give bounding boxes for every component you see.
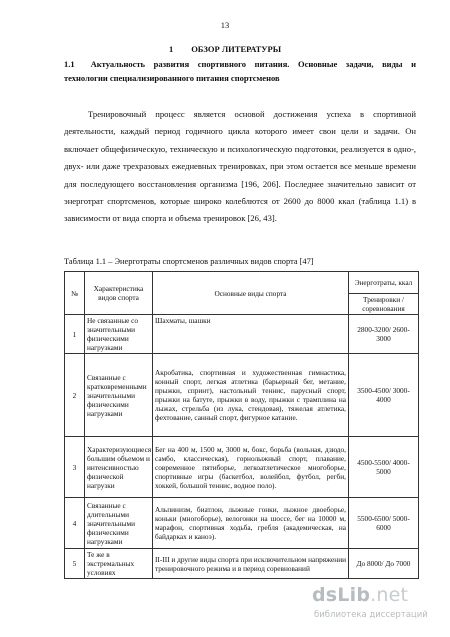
section-number: 1.1 [64, 59, 75, 69]
row-characteristics: Связанные с длительными значительными физическими нагрузками [85, 498, 153, 549]
table-row [65, 549, 419, 579]
chapter-title: ОБЗОР ЛИТЕРАТУРЫ [191, 44, 282, 54]
watermark-domain: .net [370, 584, 409, 606]
header-energy: Энерготраты, ккал [349, 272, 419, 294]
table-header-row [65, 272, 419, 294]
paragraph-text: Тренировочный процесс является основой достижения успеха в спортивной деятельности, каждый период годичного цикла которого имеет свои цели и задачи. Он включает общефизическую, техническую и психологическую подготовки, реализуется в одно-, двух- или даже трехразовых ежедневных тренировках, при этом остается все меньше времени для последующего восстановления организма [196, 206]. Последнее значительно зависит от энерготрат спортсменов, которые широко колеблются от 2600 до 8000 ккал (таблица 1.1) в зависимости от вида спорта и объема тренировок [26, 43]. [64, 109, 416, 224]
header-sports: Основные виды спорта [153, 272, 349, 315]
row-energy: 2800-3200/ 2600-3000 [349, 315, 419, 354]
watermark-brand: dsLib [312, 584, 371, 606]
table-row [65, 315, 419, 354]
table-row [65, 498, 419, 549]
header-characteristics: Характеристика видов спорта [85, 272, 153, 315]
watermark-tagline: библиотека диссертаций [314, 610, 428, 620]
page-number: 13 [220, 20, 230, 30]
row-sports: Бег на 400 м, 1500 м, 3000 м, бокс, борьба (вольная, дзюдо, самбо, классическая), горнолыжный спорт, плавание, современное пятиборье, легкоатлетическое многоборье, спортивные игры (баскетбол, волейбол, футбол, регби, хоккей, большой теннис, водное поло). [153, 437, 349, 498]
chapter-number: 1 [168, 44, 174, 54]
header-energy-sub: Тренировки / соревнования [349, 294, 419, 315]
table-caption: Таблица 1.1 – Энерготраты спортсменов различных видов спорта [47] [64, 257, 314, 266]
row-num: 2 [65, 354, 85, 437]
row-energy: 5500-6500/ 5000-6000 [349, 498, 419, 549]
row-num: 3 [65, 437, 85, 498]
row-num: 1 [65, 315, 85, 354]
row-energy: 3500-4500/ 3000-4000 [349, 354, 419, 437]
row-sports: II-III и другие виды спорта при исключительном напряжении тренировочного режима и в период соревнований [153, 549, 349, 579]
watermark-logo [312, 584, 408, 606]
row-energy: До 8000/ До 7000 [349, 549, 419, 579]
table-row [65, 437, 419, 498]
row-sports: Акробатика, спортивная и художественная гимнастика, конный спорт, легкая атлетика (барьерный бег, метание, прыжки, спринт), настольный теннис, парусный спорт, прыжки на батуте, прыжки в воду, прыжки с трамплина на лыжах, стрельба (из лука, стендовая), тяжелая атлетика, фехтование, санный спорт, фигурное катание. [153, 354, 349, 437]
dslib-watermark [312, 584, 444, 632]
row-energy: 4500-5500/ 4000-5000 [349, 437, 419, 498]
row-num: 5 [65, 549, 85, 579]
chapter-heading [0, 44, 450, 54]
energy-table [64, 271, 419, 579]
row-characteristics: Те же в экстремальных условиях [85, 549, 153, 579]
row-sports: Альпинизм, биатлон, лыжные гонки, лыжное двоеборье, коньки (многоборье), велогонки на шоссе, бег на 10000 м, марафон, спортивная ходьба, гребля (академическая, на байдарках и каноэ). [153, 498, 349, 549]
row-characteristics: Характеризующиеся большим объемом и интенсивностью физической нагрузки [85, 437, 153, 498]
row-characteristics: Связанные с кратковременными значительными физическими нагрузками [85, 354, 153, 437]
section-title: Актуальность развития спортивного питания. Основные задачи, виды и технологии специализированного питания спортсменов [64, 59, 416, 83]
body-paragraph [64, 106, 416, 228]
row-sports: Шахматы, шашки [153, 315, 349, 354]
header-num: № [65, 272, 85, 315]
row-characteristics: Не связанные со значительными физическими нагрузками [85, 315, 153, 354]
row-num: 4 [65, 498, 85, 549]
section-heading [64, 57, 416, 85]
table-row [65, 354, 419, 437]
